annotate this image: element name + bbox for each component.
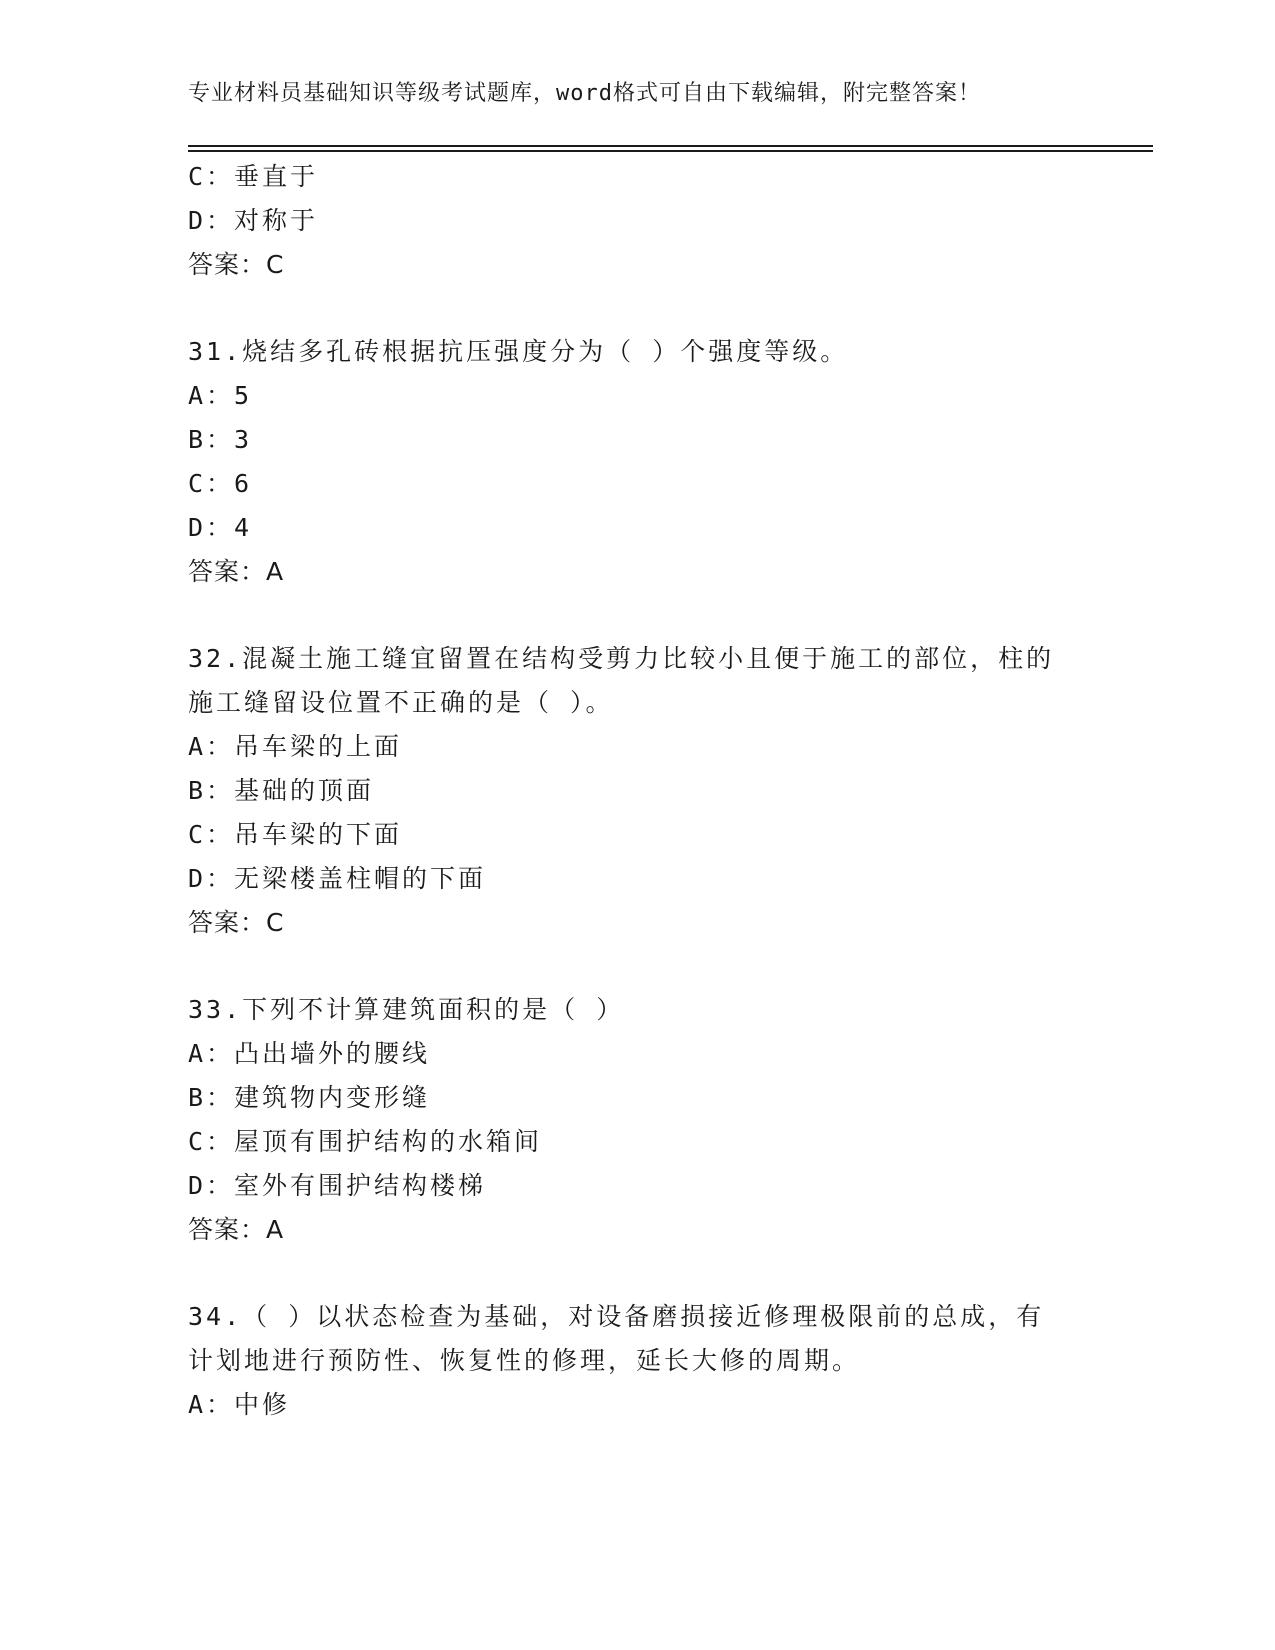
- q31-option-b: B：3: [188, 425, 253, 454]
- question-32-line2: 施工缝留设位置不正确的是（ ）。: [188, 688, 614, 717]
- q33-option-c: C：屋顶有围护结构的水箱间: [188, 1127, 543, 1156]
- option-d-prev: D：对称于: [188, 206, 319, 235]
- q32-option-c: C：吊车梁的下面: [188, 820, 403, 849]
- question-33: 33.下列不计算建筑面积的是（ ）: [188, 995, 625, 1024]
- q33-option-d: D：室外有围护结构楼梯: [188, 1171, 487, 1200]
- q33-option-a: A：凸出墙外的腰线: [188, 1039, 431, 1068]
- answer-31: 答案：A: [188, 557, 285, 586]
- header-rule-top: [188, 145, 1153, 147]
- q34-option-a: A：中修: [188, 1390, 291, 1419]
- answer-33: 答案：A: [188, 1215, 285, 1244]
- header-rule-bottom: [188, 150, 1153, 152]
- question-34-line1: 34.（ ）以状态检查为基础，对设备磨损接近修理极限前的总成，有: [188, 1302, 1045, 1331]
- q31-option-c: C：6: [188, 469, 253, 498]
- q32-option-b: B：基础的顶面: [188, 776, 375, 805]
- q33-option-b: B：建筑物内变形缝: [188, 1083, 431, 1112]
- q32-option-d: D：无梁楼盖柱帽的下面: [188, 864, 487, 893]
- answer-32: 答案：C: [188, 908, 285, 937]
- question-34-line2: 计划地进行预防性、恢复性的修理，延长大修的周期。: [188, 1346, 861, 1375]
- question-31: 31.烧结多孔砖根据抗压强度分为（ ）个强度等级。: [188, 337, 849, 366]
- q31-option-a: A：5: [188, 381, 253, 410]
- q31-option-d: D：4: [188, 513, 253, 542]
- q32-option-a: A：吊车梁的上面: [188, 732, 403, 761]
- question-32-line1: 32.混凝土施工缝宜留置在结构受剪力比较小且便于施工的部位，柱的: [188, 644, 1055, 673]
- answer-30: 答案：C: [188, 250, 285, 279]
- document-header: 专业材料员基础知识等级考试题库，word格式可自由下载编辑，附完整答案！: [188, 81, 981, 106]
- option-c-prev: C：垂直于: [188, 162, 319, 191]
